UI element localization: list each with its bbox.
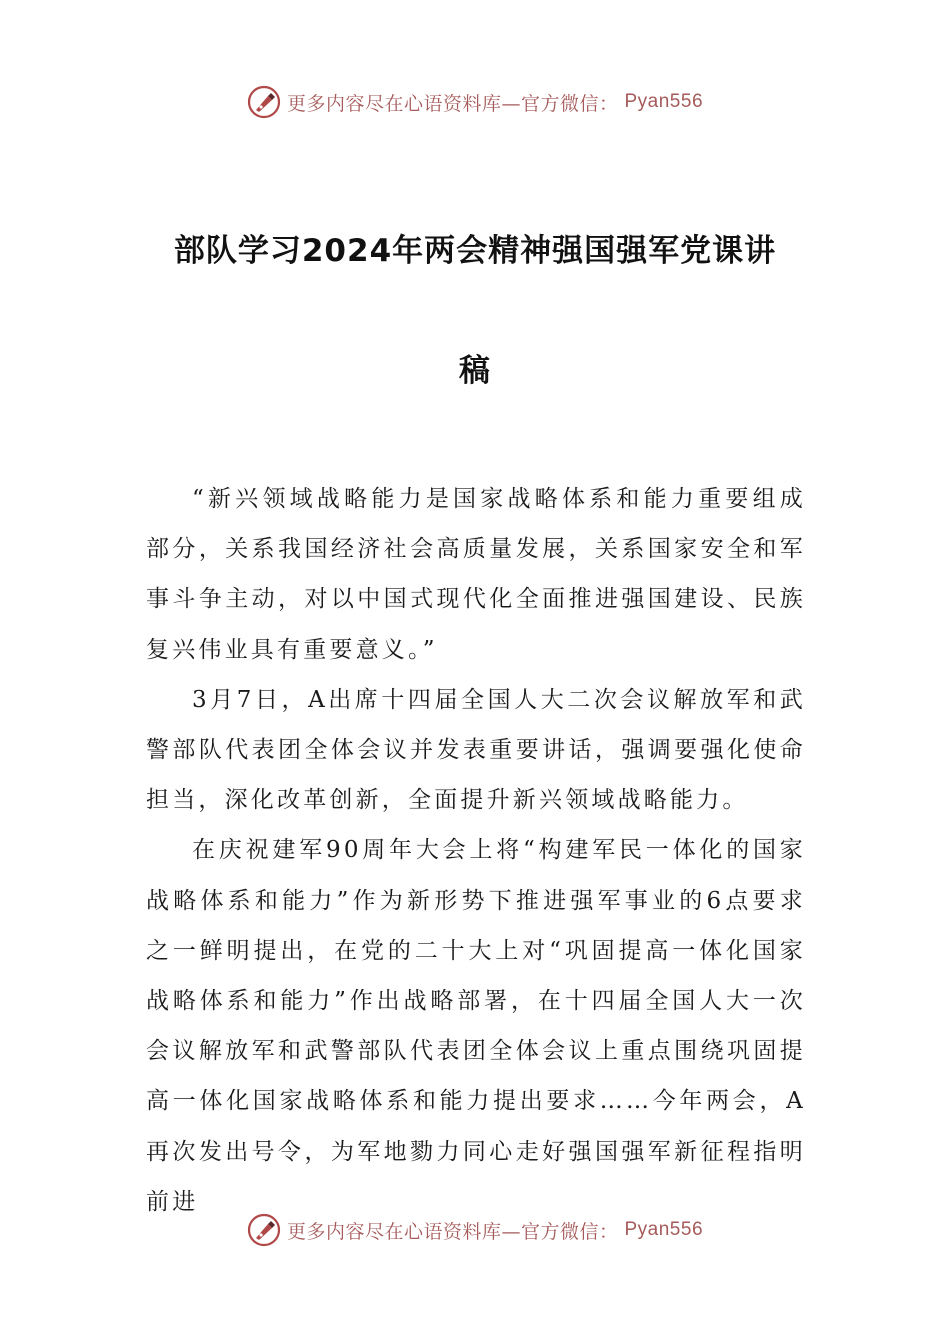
document-body [146, 474, 806, 1227]
pen-nib-icon [247, 1213, 281, 1247]
watermark-banner-top [0, 82, 950, 122]
document-title-line-1: 部队学习2024年两会精神强国强军党课讲 [173, 233, 777, 269]
paragraph-history: 在庆祝建军90周年大会上将“构建军民一体化的国家战略体系和能力”作为新形势下推进强军事业的6点要求之一鲜明提出，在党的二十大上对“巩固提高一体化国家战略体系和能力”作出战略部署，在十四届全国人大一次会议解放军和武警部队代表团全体会议上重点围绕巩固提高一体化国家战略体系和能力提出要求……今年两会，A再次发出号令，为军地勠力同心走好强国强军新征程指明前进 [146, 837, 806, 1215]
watermark-text: 更多内容尽在心语资料库—官方微信： [286, 1220, 619, 1243]
watermark-banner-bottom [0, 1210, 950, 1250]
paragraph-speech: 3月7日，A出席十四届全国人大二次会议解放军和武警部队代表团全体会议并发表重要讲话，强调要强化使命担当，深化改革创新，全面提升新兴领域战略能力。 [146, 686, 806, 814]
document-title-line-2: 稿 [459, 353, 491, 389]
watermark-wechat-id: Pyan556 [624, 1219, 704, 1240]
paragraph-quote: “新兴领域战略能力是国家战略体系和能力重要组成部分，关系我国经济社会高质量发展，关系国家安全和军事斗争主动，对以中国式现代化全面推进强国建设、民族复兴伟业具有重要意义。” [146, 486, 806, 663]
pen-nib-icon [247, 85, 281, 119]
watermark-wechat-id: Pyan556 [624, 91, 704, 112]
watermark-text: 更多内容尽在心语资料库—官方微信： [286, 92, 619, 115]
